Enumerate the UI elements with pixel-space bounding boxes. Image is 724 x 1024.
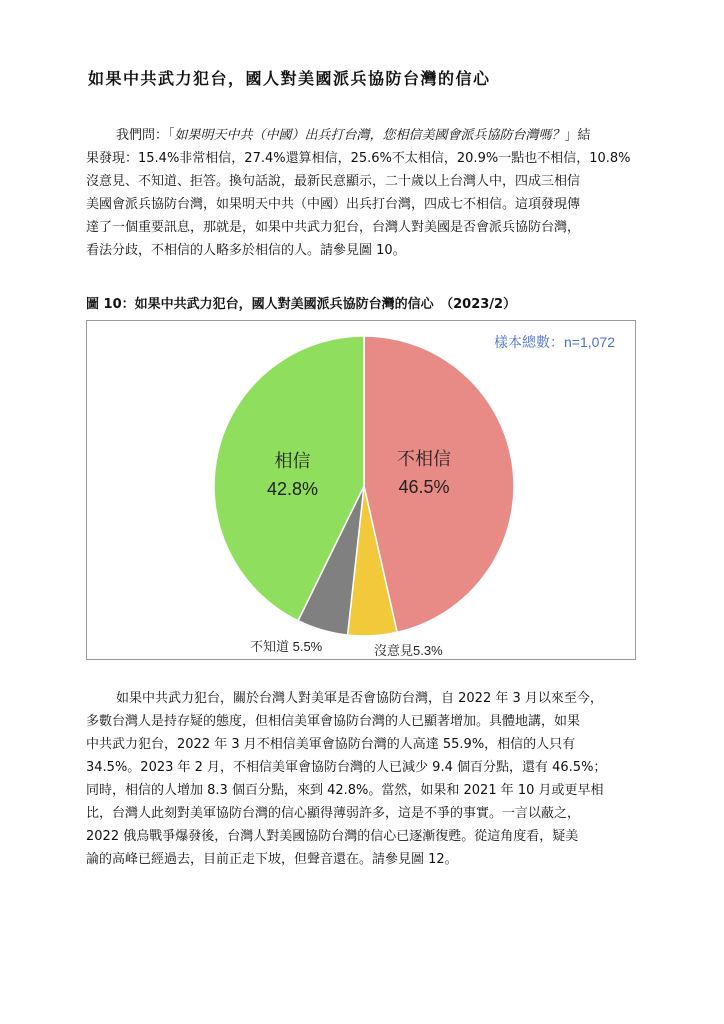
paragraph-line: 34.5%。2023 年 2 月，不相信美軍會協防台灣的人已減少 9.4 個百分點，還有 46.5%； [86, 760, 607, 775]
paragraph-line: 比，台灣人此刻對美軍協防台灣的信心顯得薄弱許多，這是不爭的事實。一言以蔽之， [86, 806, 581, 821]
quote-close: 」結 [564, 128, 591, 143]
pie-chart-frame [86, 320, 636, 660]
pie-chart [87, 321, 635, 659]
analysis-paragraph [86, 687, 642, 871]
dont-know-label: 不知道 5.5% [250, 639, 323, 654]
distrust-name: 不相信 [397, 449, 451, 469]
quote-open: 我們問：「 [116, 128, 175, 143]
paragraph-line: 美國會派兵協防台灣，如果明天中共（中國）出兵打台灣，四成七不相信。這項發現傳 [86, 197, 581, 212]
paragraph-line: 達了一個重要訊息，那就是，如果中共武力犯台，台灣人對美國是否會派兵協防台灣， [86, 220, 581, 235]
trust-label [267, 447, 318, 503]
trust-name: 相信 [274, 451, 311, 471]
distrust-value: 46.5% [398, 477, 450, 497]
no-opinion-label: 沒意見5.3% [374, 643, 443, 658]
paragraph-line: 果發現：15.4%非常相信，27.4%還算相信，25.6%不太相信，20.9%一點也不相信，10.8% [86, 151, 631, 166]
paragraph-line: 如果中共武力犯台，關於台灣人對美軍是否會協防台灣，自 2022 年 3 月以來至今， [116, 691, 603, 706]
paragraph-line: 中共武力犯台，2022 年 3 月不相信美軍會協防台灣的人高達 55.9%，相信的人只有 [86, 737, 576, 752]
intro-paragraph [86, 124, 642, 262]
paragraph-line: 2022 俄烏戰爭爆發後，台灣人對美國協防台灣的信心已逐漸復甦。從這角度看，疑美 [86, 829, 579, 844]
paragraph-line [86, 124, 642, 147]
paragraph-line: 同時，相信的人增加 8.3 個百分點，來到 42.8%。當然，如果和 2021 年 10 月或更早相 [86, 783, 604, 798]
paragraph-line: 看法分歧，不相信的人略多於相信的人。請參見圖 10。 [86, 243, 406, 258]
survey-question: 如果明天中共（中國）出兵打台灣，您相信美國會派兵協防台灣嗎？ [174, 128, 565, 143]
distrust-label [397, 445, 451, 501]
paragraph-line: 沒意見、不知道、拒答。換句話說，最新民意顯示，二十歲以上台灣人中，四成三相信 [86, 174, 581, 189]
section-heading: 如果中共武力犯台，國人對美國派兵協防台灣的信心 [88, 69, 491, 88]
paragraph-line: 論的高峰已經過去，目前正走下坡，但聲音還在。請參見圖 12。 [86, 852, 458, 867]
figure-caption: 圖 10：如果中共武力犯台，國人對美國派兵協防台灣的信心 （2023/2） [86, 297, 517, 312]
sample-size-note: 樣本總數：n=1,072 [494, 334, 615, 350]
paragraph-line: 多數台灣人是持存疑的態度，但相信美軍會協防台灣的人已顯著增加。具體地講，如果 [86, 714, 581, 729]
trust-value: 42.8% [267, 479, 319, 499]
